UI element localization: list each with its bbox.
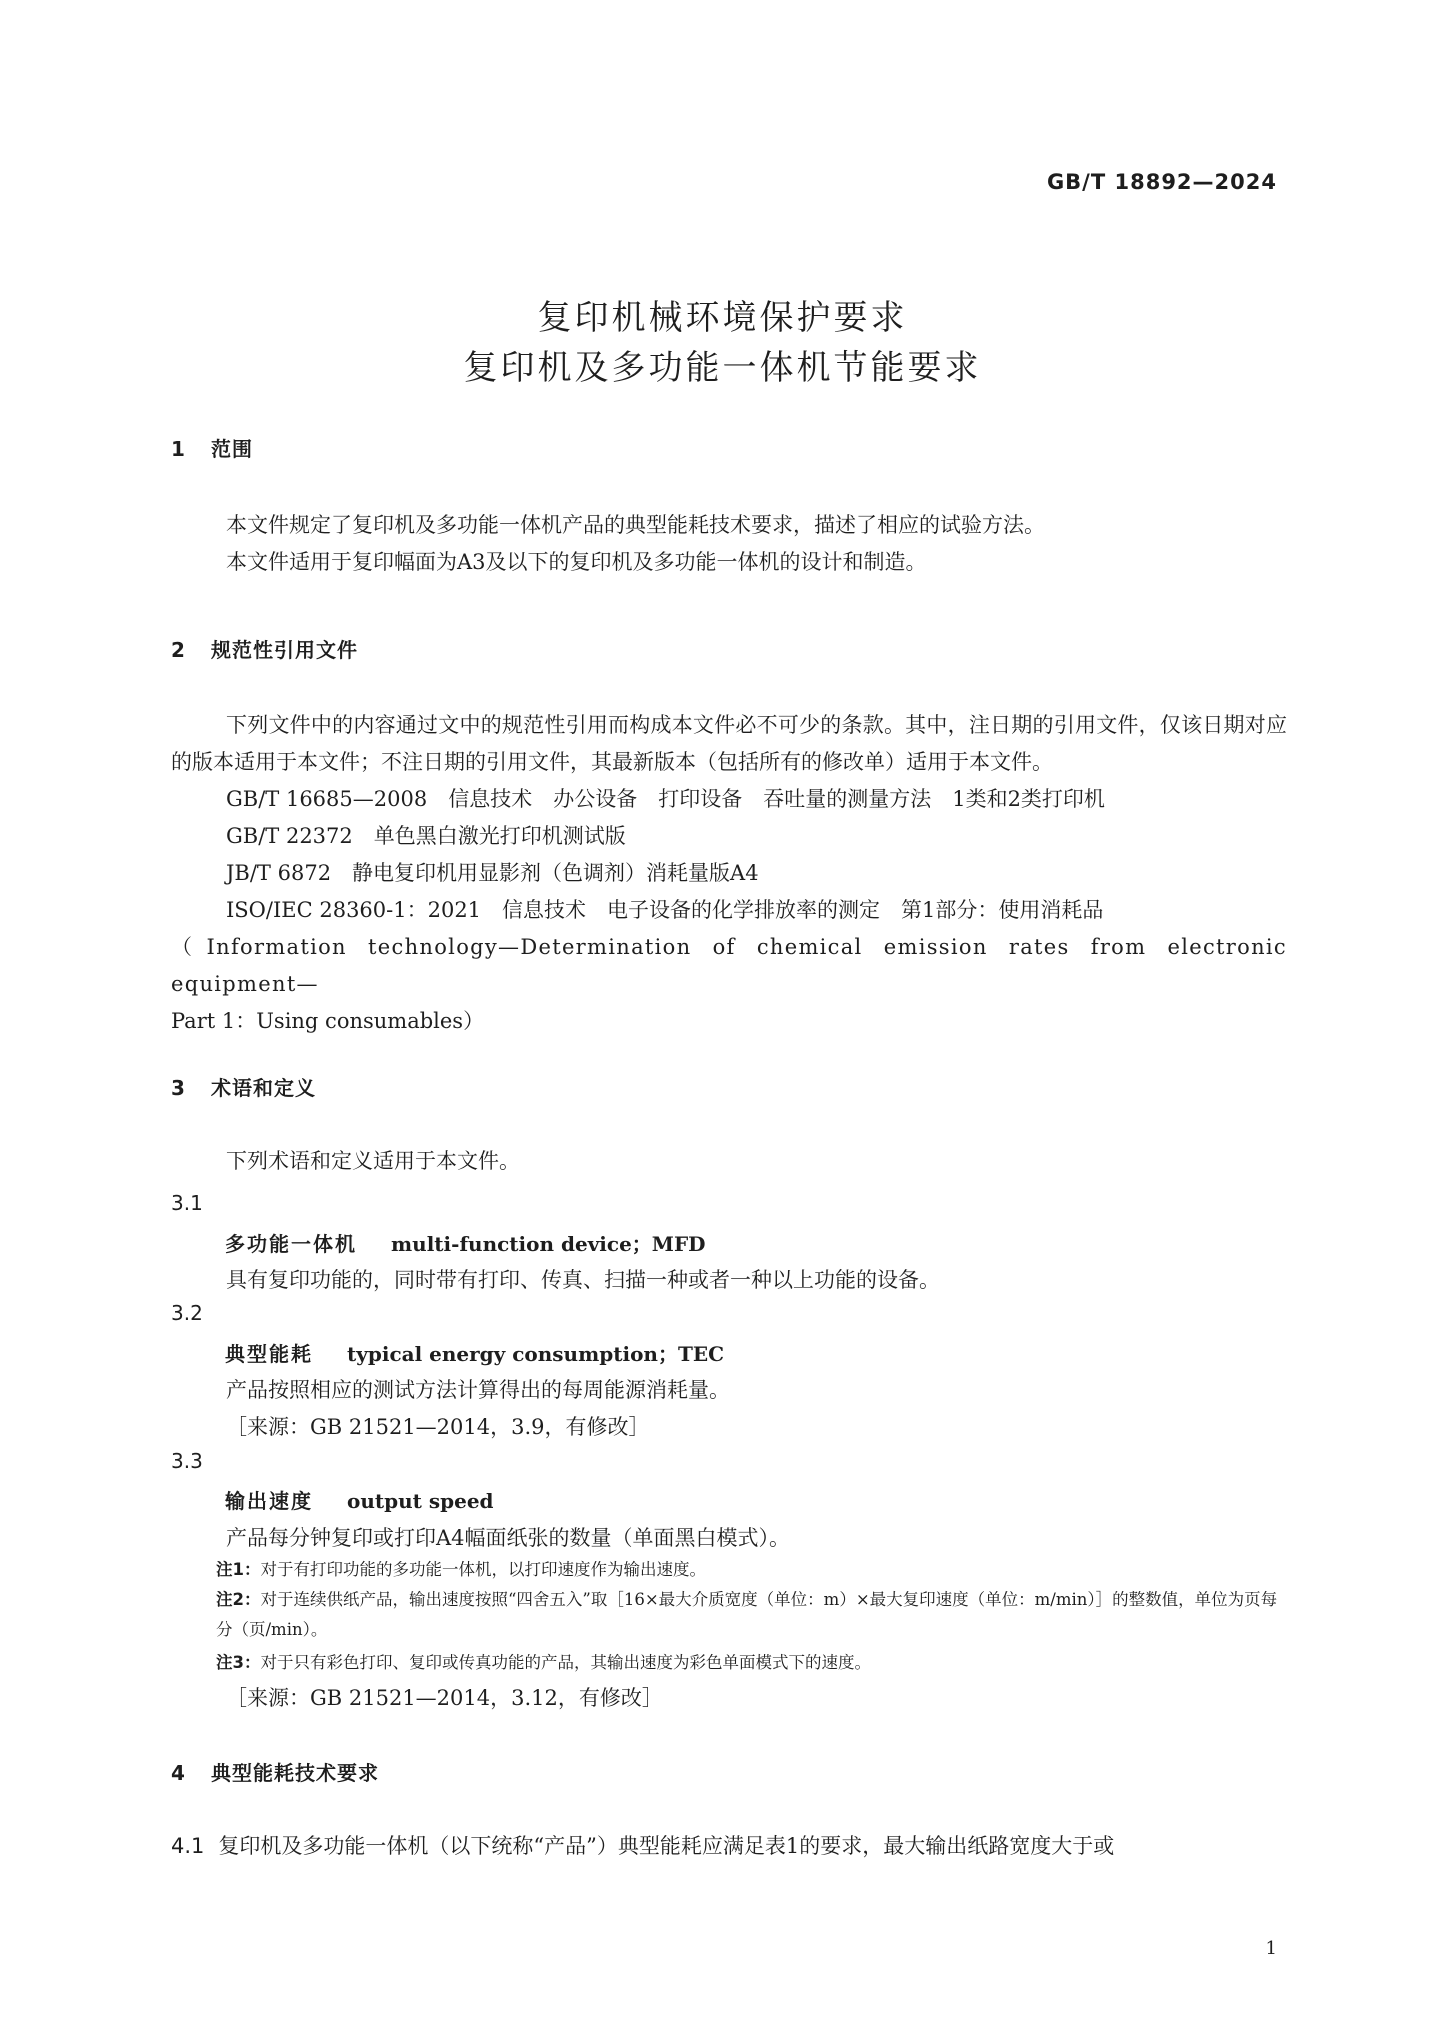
note-text: 对于有打印功能的多功能一体机，以打印速度作为输出速度。: [260, 1560, 706, 1579]
normative-reference: GB/T 22372 单色黑白激光打印机测试版: [226, 824, 626, 848]
section-title: 术语和定义: [211, 1076, 316, 1100]
paragraph: 下列文件中的内容通过文中的规范性引用而构成本文件必不可少的条款。其中，注日期的引用文件，仅该日期对应的版本适用于本文件；不注日期的引用文件，其最新版本（包括所有的修改单）适用于本文件。: [171, 713, 1287, 774]
standard-number: GB/T 18892—2024: [1046, 170, 1277, 194]
section-1-body: [171, 507, 1287, 581]
clause-4-1: [171, 1830, 1287, 1860]
section-3-heading: [171, 1072, 1287, 1101]
document-title-line-2: 复印机及多功能一体机节能要求: [463, 348, 982, 388]
note-label: 注2：: [216, 1590, 261, 1609]
normative-reference-continued: （Information technology—Determination of chemical emission rates from electronic equipment—: [171, 935, 1287, 996]
page-number: 1: [1265, 1938, 1277, 1959]
note: [216, 1585, 1287, 1645]
section-title: 范围: [211, 437, 253, 461]
section-number: 3: [171, 1076, 186, 1100]
section-4-heading: [171, 1757, 1287, 1786]
term-en: output speed: [347, 1489, 494, 1513]
term-heading: [225, 1338, 724, 1367]
section-title: 典型能耗技术要求: [211, 1761, 379, 1785]
section-number: 1: [171, 437, 186, 461]
clause-number: 4.1: [171, 1834, 205, 1858]
term-en: multi-function device；MFD: [391, 1232, 706, 1256]
term-source: ［来源：GB 21521—2014，3.12，有修改］: [226, 1686, 663, 1710]
term-en: typical energy consumption；TEC: [347, 1342, 725, 1366]
document-title-line-1: 复印机械环境保护要求: [537, 298, 908, 338]
section-2-heading: [171, 634, 1287, 663]
term-number: 3.3: [171, 1449, 203, 1473]
paragraph: 本文件适用于复印幅面为A3及以下的复印机及多功能一体机的设计和制造。: [226, 550, 927, 574]
note-label: 注3：: [216, 1653, 261, 1672]
section-2-body: [171, 707, 1287, 1040]
normative-reference: ISO/IEC 28360-1：2021 信息技术 电子设备的化学排放率的测定 第1部分：使用消耗品: [226, 898, 1104, 922]
term-zh: 多功能一体机: [225, 1232, 357, 1256]
term-zh: 典型能耗: [225, 1342, 313, 1366]
section-3-intro: [171, 1143, 1287, 1180]
term-definition: 产品按照相应的测试方法计算得出的每周能源消耗量。: [226, 1378, 730, 1402]
normative-reference: JB/T 6872 静电复印机用显影剂（色调剂）消耗量版A4: [226, 861, 759, 885]
paragraph: 本文件规定了复印机及多功能一体机产品的典型能耗技术要求，描述了相应的试验方法。: [226, 513, 1045, 537]
note: [216, 1648, 1287, 1678]
paragraph: 下列术语和定义适用于本文件。: [226, 1149, 520, 1173]
term-definition: 具有复印功能的，同时带有打印、传真、扫描一种或者一种以上功能的设备。: [226, 1268, 940, 1292]
note-label: 注1：: [216, 1560, 261, 1579]
term-heading: [225, 1228, 706, 1257]
term-source: ［来源：GB 21521—2014，3.9，有修改］: [226, 1415, 650, 1439]
normative-reference: GB/T 16685—2008 信息技术 办公设备 打印设备 吞吐量的测量方法 1类和2类打印机: [226, 787, 1105, 811]
section-1-heading: [171, 433, 1287, 462]
section-number: 2: [171, 638, 186, 662]
note-text: 对于只有彩色打印、复印或传真功能的产品，其输出速度为彩色单面模式下的速度。: [260, 1653, 871, 1672]
normative-reference-continued: Part 1：Using consumables）: [171, 1009, 485, 1033]
section-title: 规范性引用文件: [211, 638, 358, 662]
term-zh: 输出速度: [225, 1489, 313, 1513]
section-number: 4: [171, 1761, 186, 1785]
term-definition: 产品每分钟复印或打印A4幅面纸张的数量（单面黑白模式）。: [226, 1526, 791, 1550]
term-number: 3.1: [171, 1191, 203, 1215]
term-number: 3.2: [171, 1301, 203, 1325]
clause-text: 复印机及多功能一体机（以下统称“产品”）典型能耗应满足表1的要求，最大输出纸路宽度大于或: [218, 1834, 1115, 1858]
note-text: 对于连续供纸产品，输出速度按照“四舍五入”取［16×最大介质宽度（单位：m）×最大复印速度（单位：m/min）］的整数值，单位为页每分（页/min）。: [216, 1590, 1278, 1639]
term-heading: [225, 1485, 494, 1514]
note: [216, 1555, 1287, 1585]
